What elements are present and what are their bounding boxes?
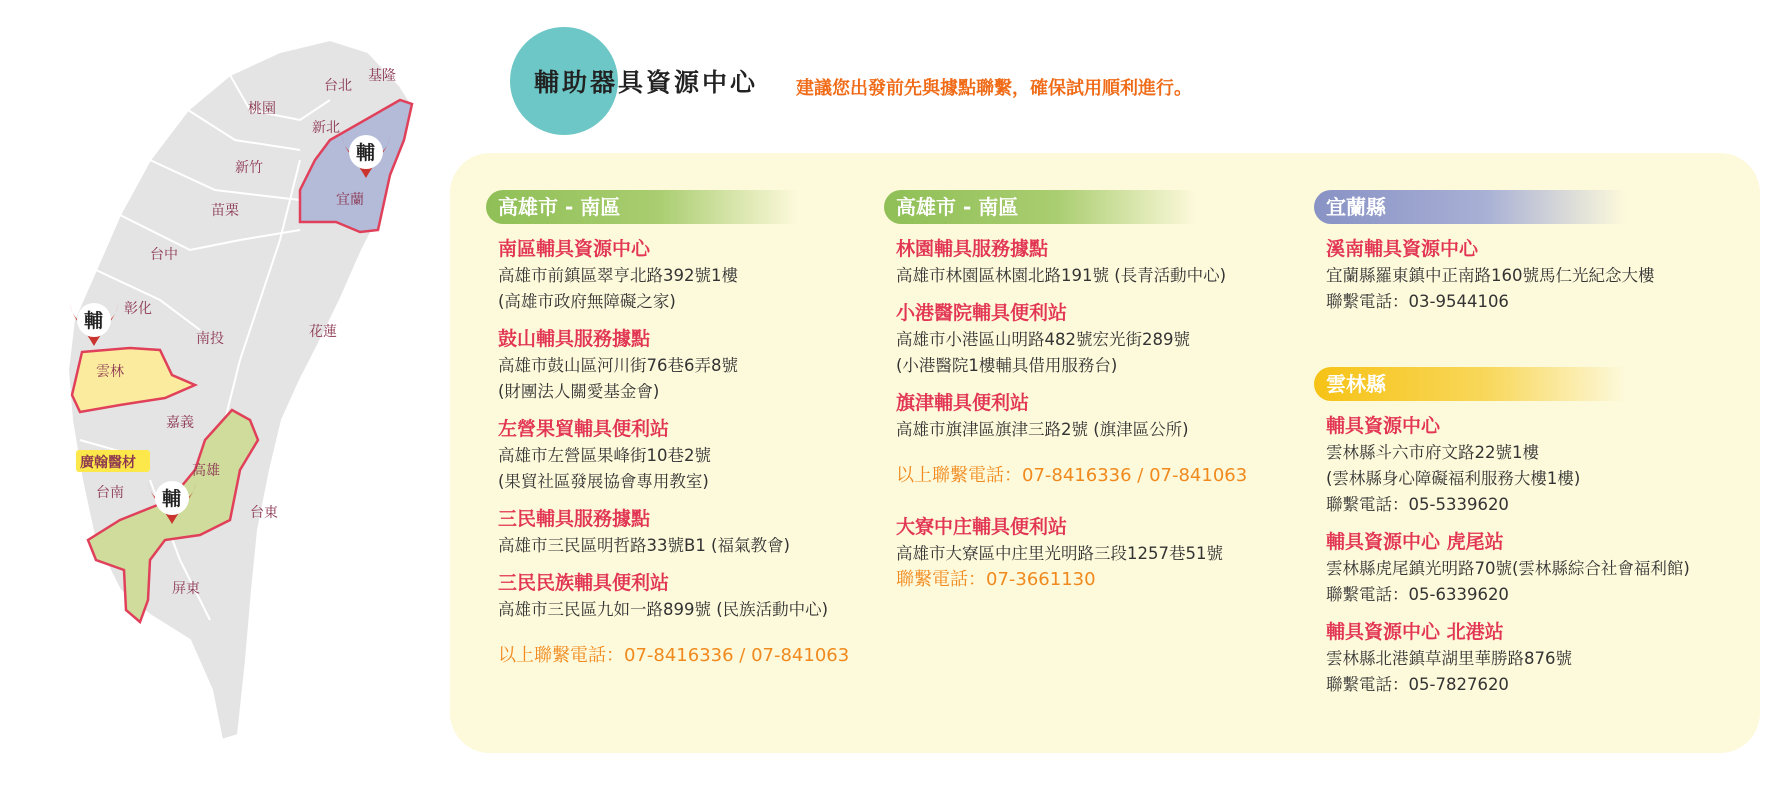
list-item [498,505,849,559]
region-label: 新北 [312,120,340,136]
marker-label: 輔 [162,488,182,510]
region-label: 嘉義 [166,415,194,431]
region-label: 苗栗 [211,203,239,219]
page-title: 輔助器具資源中心 [534,68,759,97]
region-header: 宜蘭縣 [1314,190,1626,224]
note: (財團法人關愛基金會) [498,382,660,401]
list-item [498,569,849,623]
address: 高雄市林園區林園北路191號 (長青活動中心) [896,266,1227,285]
region-label: 台南 [96,485,124,501]
address: 高雄市旗津區旗津三路2號 (旗津區公所) [896,420,1189,439]
region-label: 花蓮 [309,324,337,340]
center-name: 鼓山輔具服務據點 [498,328,651,350]
page-subtitle: 建議您出發前先與據點聯繫，確保試用順利進行。 [796,78,1192,99]
region-label: 基隆 [368,68,396,84]
column-yilan-yunlin [1314,190,1690,708]
region-label: 新竹 [235,160,263,176]
address: 雲林縣北港鎮草湖里華勝路876號 [1326,649,1572,668]
address: 高雄市大寮區中庄里光明路三段1257巷51號 [896,544,1223,563]
center-name: 輔具資源中心 北港站 [1326,621,1504,643]
region-label: 高雄 [192,463,220,479]
center-name: 南區輔具資源中心 [498,238,651,260]
phone-line: 聯繫電話：03-9544106 [1326,292,1509,311]
center-name: 輔具資源中心 虎尾站 [1326,531,1504,553]
note: (高雄市政府無障礙之家) [498,292,676,311]
region-label: 台北 [324,78,352,94]
region-label: 桃園 [248,101,276,117]
address: 雲林縣斗六市府文路22號1樓 [1326,443,1539,462]
center-name: 三民輔具服務據點 [498,508,651,530]
list-item [1326,412,1690,518]
center-name: 小港醫院輔具便利站 [896,302,1068,324]
address: 高雄市前鎮區翠亨北路392號1樓 [498,266,738,285]
region-header: 高雄市 - 南區 [486,190,798,224]
phone-line: 聯繫電話：05-5339620 [1326,495,1509,514]
list-item [896,513,1247,593]
region-label: 台東 [250,505,278,521]
center-name: 三民民族輔具便利站 [498,572,670,594]
list-item [1326,618,1690,698]
region-label: 雲林 [96,364,124,380]
contact-phone: 以上聯繫電話：07-8416336 / 07-841063 [498,645,850,666]
center-name: 大寮中庄輔具便利站 [896,516,1068,538]
list-item [498,325,849,405]
list-item [896,389,1247,443]
region-header: 高雄市 - 南區 [884,190,1196,224]
region-label: 彰化 [124,301,152,317]
region-header: 雲林縣 [1314,367,1626,401]
address: 高雄市三民區明哲路33號B1 (福氣教會) [498,536,790,555]
region-label: 南投 [196,331,224,347]
center-name: 林園輔具服務據點 [896,238,1049,260]
phone-line: 聯繫電話：05-7827620 [1326,675,1509,694]
phone-line: 聯繫電話：05-6339620 [1326,585,1509,604]
marker-label: 輔 [84,310,104,332]
list-item [498,235,849,315]
center-name: 左營果貿輔具便利站 [498,418,670,440]
region-label: 宜蘭 [336,192,364,208]
contact-phone: 聯繫電話：07-3661130 [896,569,1096,590]
list-item [896,235,1247,289]
address: 高雄市鼓山區河川街76巷6弄8號 [498,356,738,375]
marker-label: 輔 [356,142,376,164]
list-item [498,415,849,495]
address: 高雄市左營區果峰街10巷2號 [498,446,711,465]
contact-phone: 以上聯繫電話：07-8416336 / 07-841063 [896,465,1248,486]
region-label: 屏東 [172,581,200,597]
store-label: 廣翰醫材 [80,455,136,471]
address: 宜蘭縣羅東鎮中正南路160號馬仁光紀念大樓 [1326,266,1655,285]
note: (雲林縣身心障礙福利服務大樓1樓) [1326,469,1581,488]
address: 高雄市三民區九如一路899號 (民族活動中心) [498,600,829,619]
address: 雲林縣虎尾鎮光明路70號(雲林縣綜合社會福利館) [1326,559,1690,578]
list-item [1326,528,1690,608]
note: (果貿社區發展協會專用教室) [498,472,709,491]
center-name: 旗津輔具便利站 [896,392,1030,414]
region-label: 台中 [150,247,178,263]
center-name: 溪南輔具資源中心 [1326,238,1479,260]
address: 高雄市小港區山明路482號宏光街289號 [896,330,1190,349]
note: (小港醫院1樓輔具借用服務台) [896,356,1118,375]
center-name: 輔具資源中心 [1326,415,1441,437]
column-kaohsiung-2 [884,190,1247,603]
list-item [1326,235,1690,315]
taiwan-map [0,0,440,786]
list-item [896,299,1247,379]
column-kaohsiung-1 [486,190,849,669]
